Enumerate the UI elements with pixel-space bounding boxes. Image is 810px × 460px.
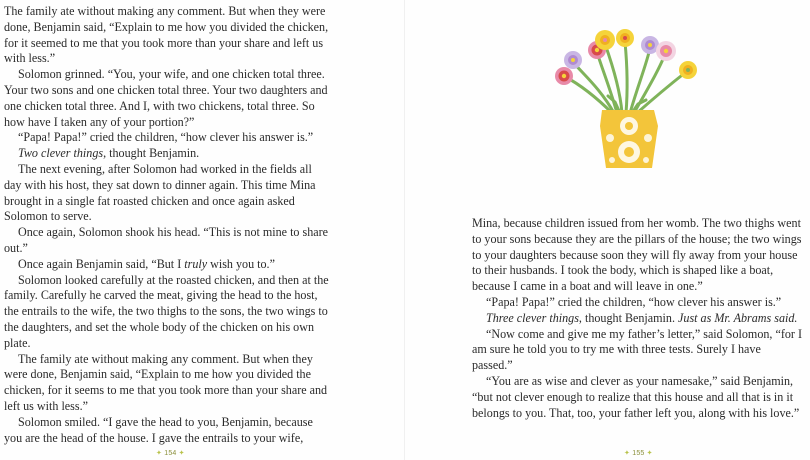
paragraph: Solomon smiled. “I gave the head to you, Benjamin, because you are the head of the house. I gave the entrails to your wife, — [4, 414, 313, 445]
paragraph: The next evening, after Solomon had worked in the fields all day with his host, they sat down to dinner again. This time Mina brought in a single fat roasted chicken and once again asked Solomon to serve. — [4, 161, 316, 224]
paragraph-text: , thought Benjamin. — [103, 146, 200, 161]
ornament-icon: ✦ — [624, 450, 631, 457]
italic-phrase: Just as Mr. Abrams said. — [678, 310, 798, 325]
page-number-right — [624, 449, 653, 457]
paragraph: “Papa! Papa!” cried the children, “how clever his answer is.” — [486, 294, 782, 309]
page-number: 155 — [632, 450, 645, 457]
italic-phrase: truly — [184, 256, 208, 271]
paragraph: The family ate without making any comment. But when they were done, Benjamin said, “Explain to me how you divided the chicken, for it seems to me that you took more than your share and left us with less.” — [4, 351, 328, 413]
ornament-icon: ✦ — [646, 450, 653, 457]
paragraph: Solomon looked carefully at the roasted chicken, and then at the family. Carefully he carved the meat, giving the head to the host, the entrails to the wife, the two thighs to the sons, the two wings to the daughters, and set the whole body of the chicken on his own plate. — [4, 272, 329, 350]
paragraph: Once again, Solomon shook his head. “This is not mine to share out.” — [4, 225, 329, 255]
page-number: 154 — [164, 450, 177, 457]
page-number-left — [156, 449, 185, 457]
paragraph: “You are as wise and clever as your namesake,” said Benjamin, “but not clever enough to realize that this house and all that is in it belongs to you. That, too, your father left you, along with his love.” — [472, 373, 800, 420]
paragraph: “Now come and give me my father’s letter,” said Solomon, “for I am sure he told you to try me with three tests. Surely I have passed.” — [472, 326, 802, 373]
paragraph: “Papa! Papa!” cried the children, “how clever his answer is.” — [18, 130, 314, 145]
paragraph: Solomon grinned. “You, your wife, and one chicken total three. Your two sons and one chicken total three. Your two daughters and one chicken total three. And I, with two chickens, total three. So how have I taken any of your portion?” — [4, 67, 328, 129]
paragraph-text: , thought Benjamin. — [578, 310, 679, 325]
vase — [600, 110, 658, 168]
paragraph — [472, 311, 804, 327]
right-page-text — [472, 216, 804, 421]
flower-vase-icon — [542, 18, 722, 178]
flower — [656, 41, 676, 61]
ornament-icon: ✦ — [178, 450, 185, 457]
paragraph: Mina, because children issued from her womb. The two thighs went to your sons because they are the pillars of the house; the two wings to your daughters because soon they will fly away from your house to their husbands. I took the body, which is shaped like a boat, because I came in a boat and will leave in one.” — [472, 216, 802, 294]
flower — [555, 67, 573, 85]
flower — [564, 51, 582, 69]
paragraph — [4, 257, 332, 273]
stem — [564, 76, 612, 113]
paragraph: The family ate without making any comment. But when they were done, Benjamin said, “Explain to me how you divided the chicken, for it seemed to me that you took more than your share and left us with less.” — [4, 4, 329, 66]
flower — [595, 30, 615, 50]
right-page — [405, 0, 810, 460]
flower — [616, 29, 634, 47]
paragraph-text: Once again Benjamin said, “But I — [18, 256, 185, 271]
paragraph-text: wish you to.” — [207, 256, 275, 271]
italic-phrase: Two clever things — [18, 146, 104, 161]
ornament-icon: ✦ — [156, 450, 163, 457]
italic-phrase: Three clever things — [486, 310, 579, 325]
flower — [679, 61, 697, 79]
paragraph — [4, 146, 332, 162]
left-page-text — [4, 4, 332, 446]
stem — [625, 42, 627, 113]
